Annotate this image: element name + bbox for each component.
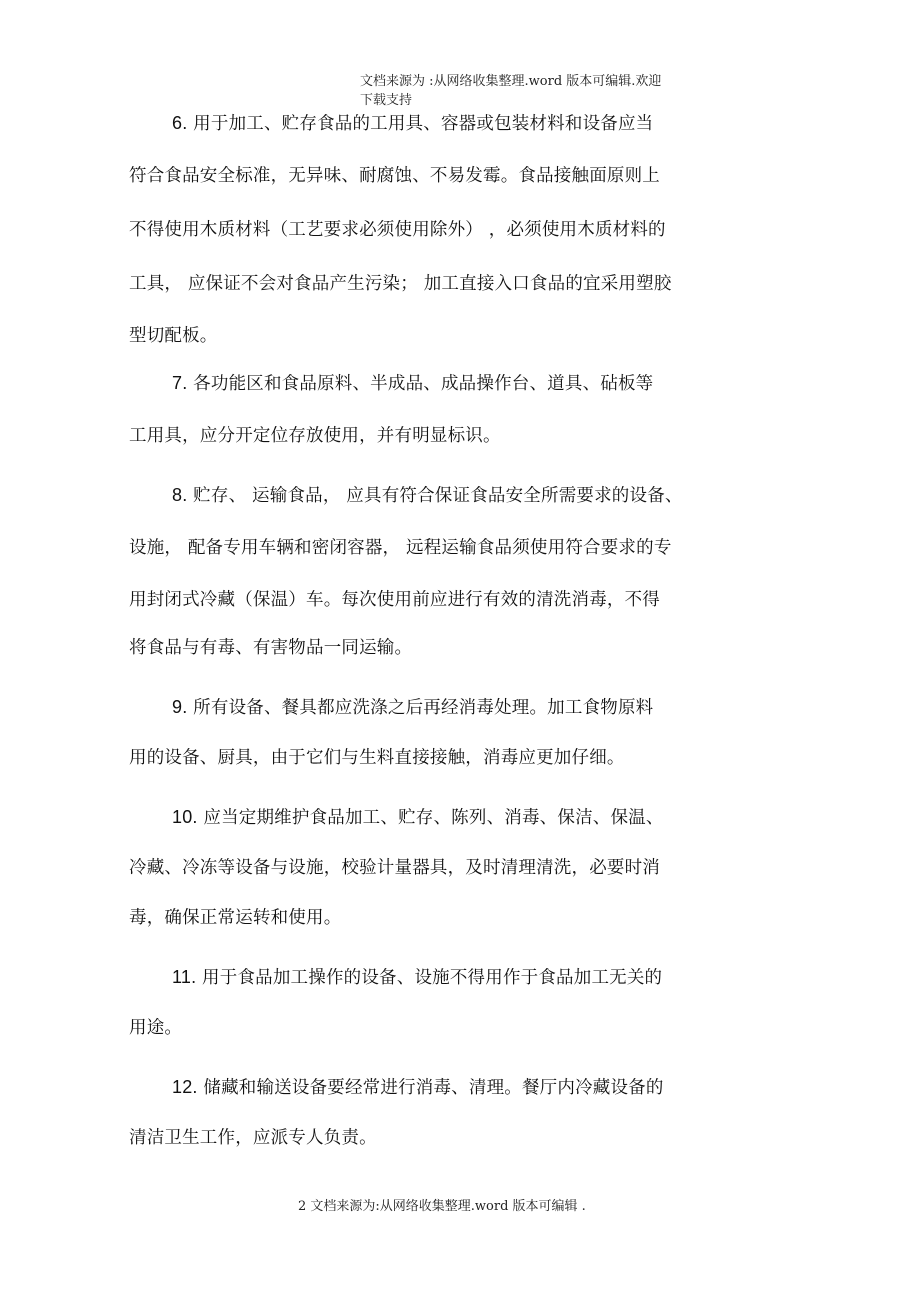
paragraph-4-line-1 bbox=[172, 694, 920, 719]
paragraph-7-line-2: 清洁卫生工作，应派专人负责。 bbox=[129, 1128, 377, 1148]
paragraph-3-line-4: 将食品与有毒、有害物品一同运输。 bbox=[129, 638, 413, 658]
page-footer: 2 文档来源为:从网络收集整理.word 版本可编辑 . bbox=[298, 1199, 586, 1214]
paragraph-text: 各功能区和食品原料、半成品、成品操作台、道具、砧板等 bbox=[187, 374, 654, 394]
header-line-1: 文档来源为 :从网络收集整理.word 版本可编辑.欢迎 bbox=[360, 74, 662, 89]
paragraph-number: 12. bbox=[172, 1077, 198, 1097]
paragraph-1-line-2: 符合食品安全标准，无异味、耐腐蚀、不易发霉。食品接触面原则上 bbox=[129, 166, 660, 186]
paragraph-number: 9. bbox=[172, 697, 188, 717]
header-line-2: 下载支持 bbox=[360, 93, 413, 108]
paragraph-3-line-2: 设施， 配备专用车辆和密闭容器， 远程运输食品须使用符合要求的专 bbox=[129, 538, 672, 558]
paragraph-text: 应当定期维护食品加工、贮存、陈列、消毒、保洁、保温、 bbox=[197, 808, 664, 828]
paragraph-text: 储藏和输送设备要经常进行消毒、清理。餐厅内冷藏设备的 bbox=[197, 1078, 664, 1098]
paragraph-text: 贮存、 运输食品， 应具有符合保证食品安全所需要求的设备、 bbox=[187, 486, 683, 506]
paragraph-text: 用于食品加工操作的设备、设施不得用作于食品加工无关的 bbox=[196, 968, 663, 988]
paragraph-number: 11. bbox=[172, 967, 197, 987]
paragraph-3-line-3: 用封闭式冷藏（保温）车。每次使用前应进行有效的清洗消毒，不得 bbox=[129, 590, 660, 610]
paragraph-2-line-1 bbox=[172, 370, 920, 395]
paragraph-6-line-2: 用途。 bbox=[129, 1018, 183, 1038]
paragraph-5-line-3: 毒，确保正常运转和使用。 bbox=[129, 908, 342, 928]
paragraph-5-line-2: 冷藏、冷冻等设备与设施，校验计量器具，及时清理清洗，必要时消 bbox=[129, 858, 660, 878]
paragraph-1-line-5: 型切配板。 bbox=[129, 326, 218, 346]
paragraph-number: 8. bbox=[172, 485, 188, 505]
paragraph-text: 所有设备、餐具都应洗涤之后再经消毒处理。加工食物原料 bbox=[187, 698, 654, 718]
paragraph-number: 10. bbox=[172, 807, 198, 827]
paragraph-5-line-1 bbox=[172, 804, 920, 829]
page-header bbox=[360, 72, 720, 110]
paragraph-number: 6. bbox=[172, 113, 188, 133]
paragraph-1-line-4: 工具， 应保证不会对食品产生污染； 加工直接入口食品的宜采用塑胶 bbox=[129, 274, 672, 294]
paragraph-text: 用于加工、贮存食品的工用具、容器或包装材料和设备应当 bbox=[187, 114, 654, 134]
paragraph-3-line-1 bbox=[172, 482, 920, 507]
paragraph-2-line-2: 工用具，应分开定位存放使用，并有明显标识。 bbox=[129, 426, 501, 446]
paragraph-number: 7. bbox=[172, 373, 188, 393]
paragraph-1-line-3: 不得使用木质材料（工艺要求必须使用除外） ，必须使用木质材料的 bbox=[129, 220, 666, 240]
paragraph-7-line-1 bbox=[172, 1074, 920, 1099]
paragraph-1-line-1 bbox=[172, 110, 920, 135]
paragraph-6-line-1 bbox=[172, 964, 920, 989]
paragraph-4-line-2: 用的设备、厨具，由于它们与生料直接接触，消毒应更加仔细。 bbox=[129, 748, 625, 768]
